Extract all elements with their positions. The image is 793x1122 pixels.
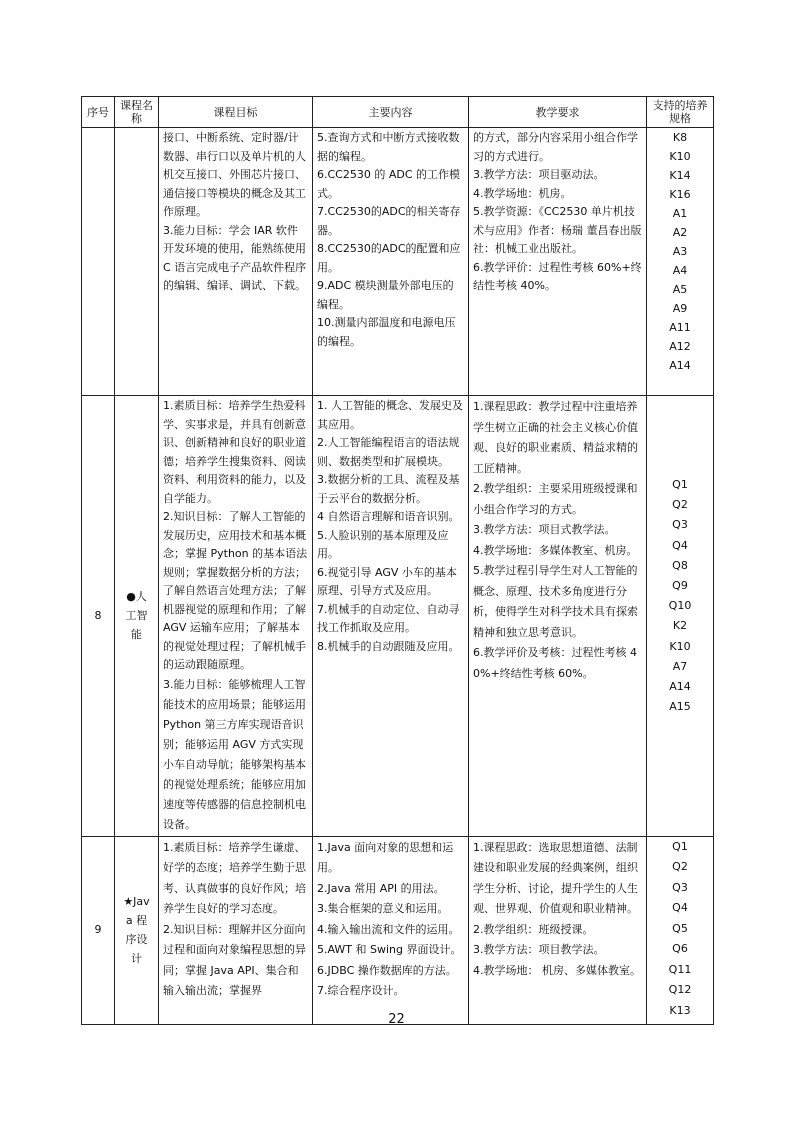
table-row — [82, 836, 714, 1024]
content-item: 5.AWT 和 Swing 界面设计。 — [317, 943, 462, 956]
spec-code: A11 — [669, 321, 691, 334]
spec-code: Q4 — [672, 538, 688, 552]
header-seq: 序号 — [82, 97, 115, 128]
spec-code: Q3 — [672, 518, 688, 532]
spec-code: K13 — [669, 1003, 691, 1017]
table-row — [82, 128, 714, 396]
goal-paragraph: 1.素质目标：培养学生热爱科学、实事求是，并具有创新意识、创新精神和良好的职业道德；培养学生搜集资料、阅读资料、利用资料的能力，以及自学能力。 — [163, 399, 306, 505]
row-course-name: ★Java 程序设计 — [115, 836, 159, 1024]
row-seq: 8 — [82, 396, 115, 837]
header-content: 主要内容 — [313, 97, 469, 128]
content-item: 7.CC2530的ADC的相关寄存器。 — [317, 205, 461, 237]
requirement-item: 1.课程思政：教学过程中注重培养学生树立正确的社会主义核心价值观、良好的职业素质、精益求精的工匠精神。 — [473, 400, 638, 475]
row-spec-codes — [647, 396, 714, 837]
row-content — [313, 128, 469, 396]
row-spec-codes — [647, 128, 714, 396]
goal-paragraph: 3.能力目标：能够梳理人工智能技术的应用场景；能够运用 Python 第三方库实现语音识别；能够运用 AGV 方式实现小车自动导航；能够架构基本的视觉处理系统；能够应用加速度等传感器的信息控制机电设备。 — [163, 677, 306, 831]
spec-code: Q6 — [672, 942, 688, 955]
content-item: 1.Java 面向对象的思想和运用。 — [317, 840, 454, 874]
content-item: 4.输入输出流和文件的运用。 — [317, 922, 460, 936]
content-item: 4 自然语言理解和语音识别。 — [317, 510, 460, 523]
content-item: 6.JDBC 操作数据库的方法。 — [317, 963, 457, 977]
requirement-item: 2.教学组织：班级授课。 — [473, 922, 594, 936]
content-item: 10.测量内部温度和电源电压的编程。 — [317, 316, 456, 348]
requirement-item: 5.教学资源：《CC2530 单片机技术与应用》作者：杨瑞 董昌春出版社：机械工业出版社。 — [473, 205, 642, 255]
table-row — [82, 396, 714, 837]
requirement-item: 6.教学评价及考核：过程性考核 40%+终结性考核 60%。 — [473, 646, 637, 680]
requirement-item: 3.教学方法：项目驱动法。 — [473, 168, 605, 181]
spec-code: A7 — [672, 659, 688, 673]
spec-code: K2 — [672, 619, 688, 633]
content-item: 8.机械手的自动跟随及应用。 — [317, 639, 460, 653]
spec-code: Q8 — [672, 558, 688, 572]
content-item: 2.Java 常用 API 的用法。 — [317, 881, 445, 895]
row-content — [313, 396, 469, 837]
spec-code: Q5 — [672, 921, 688, 935]
requirement-item: 3.教学方法：项目教学法。 — [473, 943, 605, 956]
spec-code: A14 — [669, 679, 691, 693]
spec-code: A12 — [669, 340, 691, 353]
spec-code: K8 — [672, 131, 688, 144]
content-item: 1. 人工智能的概念、发展史及其应用。 — [317, 399, 463, 431]
row-seq: 9 — [82, 836, 115, 1024]
content-item: 5.人脸识别的基本原理及应用。 — [317, 528, 449, 560]
spec-code: Q1 — [672, 478, 688, 491]
requirement-item: 4.教学场地：多媒体教室、机房。 — [473, 543, 638, 557]
header-requirement: 教学要求 — [469, 97, 647, 128]
content-item: 9.ADC 模块测量外部电压的编程。 — [317, 279, 454, 311]
spec-code: Q4 — [672, 901, 688, 914]
spec-code: A2 — [672, 226, 688, 239]
row-goal — [159, 396, 313, 837]
page-number: 22 — [388, 1012, 405, 1027]
spec-code: Q2 — [672, 860, 688, 873]
spec-code: K16 — [669, 188, 691, 201]
requirement-item: 3.教学方法：项目式教学法。 — [473, 523, 616, 536]
row-content — [313, 836, 469, 1024]
content-item: 5.查询方式和中断方式接收数据的编程。 — [317, 131, 460, 163]
requirement-item: 4.教学场地：机房。 — [473, 186, 572, 200]
header-spec: 支持的培养规格 — [647, 97, 714, 128]
goal-paragraph: 2.知识目标：理解并区分面向过程和面向对象编程思想的异同；掌握 Java API、集合和输入输出流；掌握界 — [163, 922, 306, 997]
content-item: 6.视觉引导 AGV 小车的基本原理、引导方式及应用。 — [317, 565, 457, 597]
row-requirement — [469, 396, 647, 837]
spec-code: A15 — [669, 700, 691, 714]
goal-paragraph: 接口、中断系统、定时器/计数器、串行口以及单片机的人机交互接口、外围芯片接口、通信接口等模块的概念及其工作原理。 — [163, 131, 306, 218]
requirement-item: 5.教学过程引导学生对人工智能的概念、原理、技术多角度进行分析，使得学生对科学技术具有探索精神和独立思考意识。 — [473, 564, 638, 639]
requirement-item: 1.课程思政：选取思想道德、法制建设和职业发展的经典案例，组织学生分析、讨论，提升学生的人生观、世界观、价值观和职业精神。 — [473, 840, 638, 915]
spec-code: A9 — [672, 302, 688, 315]
spec-code: Q9 — [672, 578, 688, 592]
content-item: 2.人工智能编程语言的语法规则、数据类型和扩展模块。 — [317, 436, 460, 468]
row-spec-codes — [647, 836, 714, 1024]
spec-code: A14 — [669, 359, 691, 372]
spec-code: Q12 — [668, 983, 692, 996]
spec-code: A5 — [672, 283, 688, 296]
requirement-item: 2.教学组织：主要采用班级授课和小组合作学习的方式。 — [473, 482, 638, 516]
requirement-item: 4.教学场地： 机房、多媒体教室。 — [473, 963, 641, 977]
spec-code: Q2 — [672, 498, 688, 512]
row-goal — [159, 836, 313, 1024]
row-requirement — [469, 836, 647, 1024]
spec-code: K10 — [669, 150, 691, 163]
header-row — [82, 97, 714, 128]
spec-code: K14 — [669, 169, 691, 182]
row-course-name: ●人工智能 — [115, 396, 159, 837]
content-item: 7.综合程序设计。 — [317, 984, 405, 997]
spec-code: Q10 — [668, 599, 692, 613]
row-seq — [82, 128, 115, 396]
row-requirement — [469, 128, 647, 396]
row-course-name — [115, 128, 159, 396]
spec-code: A3 — [672, 245, 688, 258]
content-item: 3.集合框架的意义和运用。 — [317, 902, 449, 915]
row-goal — [159, 128, 313, 396]
spec-code: A1 — [672, 207, 688, 220]
goal-paragraph: 3.能力目标：学会 IAR 软件开发环境的使用，能熟练使用 C 语言完成电子产品软件程序的编辑、编译、调试、下载。 — [163, 223, 307, 292]
requirement-item: 6.教学评价：过程性考核 60%+终结性考核 40%。 — [473, 260, 642, 292]
requirement-item: 的方式，部分内容采用小组合作学习的方式进行。 — [473, 131, 638, 163]
course-table — [81, 96, 714, 1025]
content-item: 8.CC2530的ADC的配置和应用。 — [317, 242, 461, 274]
spec-code: Q3 — [672, 880, 688, 894]
spec-code: Q11 — [668, 962, 692, 976]
content-item: 6.CC2530 的 ADC 的工作模式。 — [317, 168, 461, 200]
header-goal: 课程目标 — [159, 97, 313, 128]
content-item: 7.机械手的自动定位、自动寻找工作抓取及应用。 — [317, 602, 460, 634]
spec-code: K10 — [669, 639, 691, 653]
header-name: 课程名称 — [115, 97, 159, 128]
goal-paragraph: 1.素质目标：培养学生谦虚、好学的态度；培养学生勤于思考、认真做事的良好作风；培养学生良好的学习态度。 — [163, 840, 306, 915]
content-item: 3.数据分析的工具、流程及基于云平台的数据分析。 — [317, 473, 460, 505]
goal-paragraph: 2.知识目标：了解人工智能的发展历史，应用技术和基本概念；掌握 Python 的基本语法规则；掌握数据分析的方法；了解自然语言处理方法；了解机器视觉的原理和作用；了解 AGV 运输车应用；了解基本的视觉处理过程；了解机械手的运动跟随原理。 — [163, 510, 308, 671]
spec-code: A4 — [672, 264, 688, 277]
spec-code: Q1 — [672, 839, 688, 853]
